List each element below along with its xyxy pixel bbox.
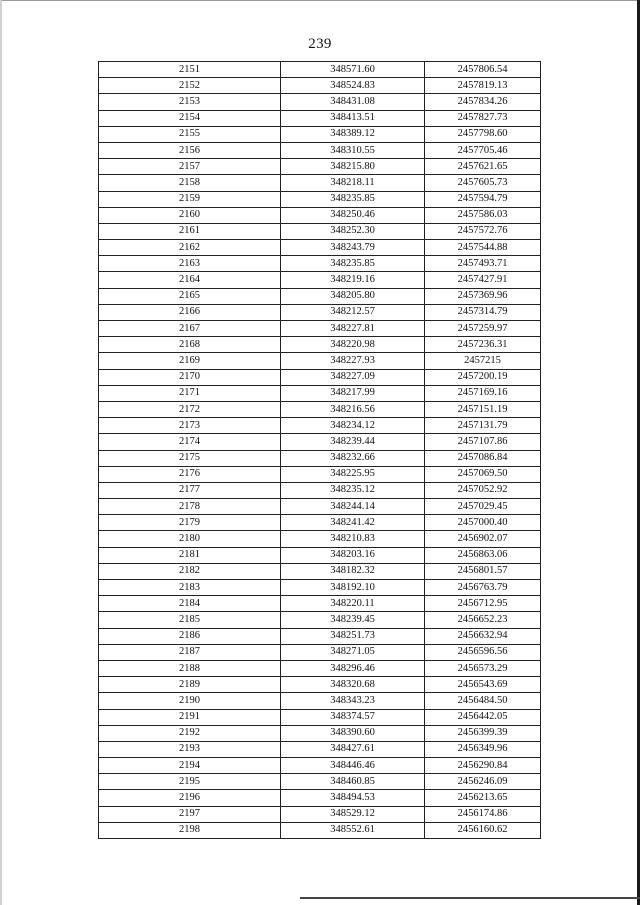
- table-row: [99, 272, 541, 288]
- table-row: [99, 353, 541, 369]
- y-coordinate-cell: 2457029.45: [425, 499, 541, 515]
- x-coordinate-cell: 348552.61: [281, 822, 425, 838]
- y-coordinate-cell: 2457314.79: [425, 304, 541, 320]
- table-row: [99, 385, 541, 401]
- table-row: [99, 822, 541, 838]
- point-number-cell: 2179: [99, 515, 281, 531]
- x-coordinate-cell: 348271.05: [281, 644, 425, 660]
- y-coordinate-cell: 2456863.06: [425, 547, 541, 563]
- point-number-cell: 2158: [99, 175, 281, 191]
- table-row: [99, 191, 541, 207]
- table-row: [99, 401, 541, 417]
- y-coordinate-cell: 2457705.46: [425, 142, 541, 158]
- x-coordinate-cell: 348220.98: [281, 337, 425, 353]
- y-coordinate-cell: 2457259.97: [425, 321, 541, 337]
- point-number-cell: 2157: [99, 159, 281, 175]
- y-coordinate-cell: 2457215: [425, 353, 541, 369]
- point-number-cell: 2163: [99, 256, 281, 272]
- y-coordinate-cell: 2456801.57: [425, 563, 541, 579]
- point-number-cell: 2172: [99, 401, 281, 417]
- y-coordinate-cell: 2457544.88: [425, 240, 541, 256]
- y-coordinate-cell: 2456399.39: [425, 725, 541, 741]
- point-number-cell: 2153: [99, 94, 281, 110]
- table-row: [99, 62, 541, 78]
- y-coordinate-cell: 2456543.69: [425, 677, 541, 693]
- point-number-cell: 2162: [99, 240, 281, 256]
- table-row: [99, 482, 541, 498]
- table-row: [99, 644, 541, 660]
- table-row: [99, 304, 541, 320]
- point-number-cell: 2177: [99, 482, 281, 498]
- page-number: 239: [308, 36, 332, 52]
- y-coordinate-cell: 2457586.03: [425, 207, 541, 223]
- point-number-cell: 2164: [99, 272, 281, 288]
- table-row: [99, 466, 541, 482]
- y-coordinate-cell: 2456902.07: [425, 531, 541, 547]
- table-row: [99, 142, 541, 158]
- x-coordinate-cell: 348205.80: [281, 288, 425, 304]
- x-coordinate-cell: 348227.81: [281, 321, 425, 337]
- x-coordinate-cell: 348389.12: [281, 126, 425, 142]
- y-coordinate-cell: 2456484.50: [425, 693, 541, 709]
- table-row: [99, 434, 541, 450]
- x-coordinate-cell: 348239.44: [281, 434, 425, 450]
- table-row: [99, 596, 541, 612]
- point-number-cell: 2180: [99, 531, 281, 547]
- y-coordinate-cell: 2457169.16: [425, 385, 541, 401]
- x-coordinate-cell: 348494.53: [281, 790, 425, 806]
- y-coordinate-cell: 2456712.95: [425, 596, 541, 612]
- point-number-cell: 2169: [99, 353, 281, 369]
- y-coordinate-cell: 2457493.71: [425, 256, 541, 272]
- x-coordinate-cell: 348431.08: [281, 94, 425, 110]
- table-row: [99, 175, 541, 191]
- x-coordinate-cell: 348239.45: [281, 612, 425, 628]
- y-coordinate-cell: 2456174.86: [425, 806, 541, 822]
- table-row: [99, 580, 541, 596]
- table-row: [99, 612, 541, 628]
- y-coordinate-cell: 2456442.05: [425, 709, 541, 725]
- point-number-cell: 2161: [99, 223, 281, 239]
- point-number-cell: 2167: [99, 321, 281, 337]
- x-coordinate-cell: 348212.57: [281, 304, 425, 320]
- table-row: [99, 159, 541, 175]
- table-row: [99, 288, 541, 304]
- x-coordinate-cell: 348203.16: [281, 547, 425, 563]
- point-number-cell: 2173: [99, 418, 281, 434]
- table-row: [99, 418, 541, 434]
- x-coordinate-cell: 348374.57: [281, 709, 425, 725]
- table-row: [99, 223, 541, 239]
- point-number-cell: 2192: [99, 725, 281, 741]
- point-number-cell: 2174: [99, 434, 281, 450]
- y-coordinate-cell: 2457427.91: [425, 272, 541, 288]
- table-row: [99, 126, 541, 142]
- point-number-cell: 2175: [99, 450, 281, 466]
- y-coordinate-cell: 2456763.79: [425, 580, 541, 596]
- y-coordinate-cell: 2457052.92: [425, 482, 541, 498]
- y-coordinate-cell: 2457236.31: [425, 337, 541, 353]
- y-coordinate-cell: 2456652.23: [425, 612, 541, 628]
- x-coordinate-cell: 348250.46: [281, 207, 425, 223]
- point-number-cell: 2168: [99, 337, 281, 353]
- point-number-cell: 2171: [99, 385, 281, 401]
- y-coordinate-cell: 2457151.19: [425, 401, 541, 417]
- table-row: [99, 369, 541, 385]
- point-number-cell: 2189: [99, 677, 281, 693]
- y-coordinate-cell: 2457069.50: [425, 466, 541, 482]
- table-row: [99, 531, 541, 547]
- point-number-cell: 2176: [99, 466, 281, 482]
- coordinates-table-body: [99, 62, 541, 839]
- table-row: [99, 499, 541, 515]
- y-coordinate-cell: 2456246.09: [425, 774, 541, 790]
- point-number-cell: 2197: [99, 806, 281, 822]
- y-coordinate-cell: 2457798.60: [425, 126, 541, 142]
- point-number-cell: 2194: [99, 758, 281, 774]
- y-coordinate-cell: 2457594.79: [425, 191, 541, 207]
- x-coordinate-cell: 348252.30: [281, 223, 425, 239]
- coordinates-table: [98, 61, 541, 839]
- x-coordinate-cell: 348241.42: [281, 515, 425, 531]
- y-coordinate-cell: 2457200.19: [425, 369, 541, 385]
- y-coordinate-cell: 2457834.26: [425, 94, 541, 110]
- x-coordinate-cell: 348529.12: [281, 806, 425, 822]
- point-number-cell: 2154: [99, 110, 281, 126]
- table-row: [99, 725, 541, 741]
- y-coordinate-cell: 2457621.65: [425, 159, 541, 175]
- point-number-cell: 2187: [99, 644, 281, 660]
- x-coordinate-cell: 348244.14: [281, 499, 425, 515]
- x-coordinate-cell: 348524.83: [281, 78, 425, 94]
- x-coordinate-cell: 348320.68: [281, 677, 425, 693]
- point-number-cell: 2198: [99, 822, 281, 838]
- scan-edge-bottom: [300, 897, 640, 899]
- y-coordinate-cell: 2456160.62: [425, 822, 541, 838]
- table-row: [99, 790, 541, 806]
- table-row: [99, 758, 541, 774]
- table-row: [99, 709, 541, 725]
- table-row: [99, 806, 541, 822]
- x-coordinate-cell: 348243.79: [281, 240, 425, 256]
- table-row: [99, 547, 541, 563]
- x-coordinate-cell: 348310.55: [281, 142, 425, 158]
- y-coordinate-cell: 2457819.13: [425, 78, 541, 94]
- y-coordinate-cell: 2456213.65: [425, 790, 541, 806]
- y-coordinate-cell: 2457107.86: [425, 434, 541, 450]
- point-number-cell: 2186: [99, 628, 281, 644]
- table-row: [99, 240, 541, 256]
- x-coordinate-cell: 348251.73: [281, 628, 425, 644]
- x-coordinate-cell: 348219.16: [281, 272, 425, 288]
- point-number-cell: 2166: [99, 304, 281, 320]
- point-number-cell: 2184: [99, 596, 281, 612]
- point-number-cell: 2183: [99, 580, 281, 596]
- point-number-cell: 2190: [99, 693, 281, 709]
- x-coordinate-cell: 348227.09: [281, 369, 425, 385]
- x-coordinate-cell: 348215.80: [281, 159, 425, 175]
- y-coordinate-cell: 2456632.94: [425, 628, 541, 644]
- x-coordinate-cell: 348192.10: [281, 580, 425, 596]
- x-coordinate-cell: 348232.66: [281, 450, 425, 466]
- x-coordinate-cell: 348446.46: [281, 758, 425, 774]
- point-number-cell: 2152: [99, 78, 281, 94]
- x-coordinate-cell: 348460.85: [281, 774, 425, 790]
- table-row: [99, 94, 541, 110]
- x-coordinate-cell: 348210.83: [281, 531, 425, 547]
- point-number-cell: 2185: [99, 612, 281, 628]
- table-row: [99, 774, 541, 790]
- x-coordinate-cell: 348343.23: [281, 693, 425, 709]
- x-coordinate-cell: 348217.99: [281, 385, 425, 401]
- point-number-cell: 2188: [99, 660, 281, 676]
- x-coordinate-cell: 348571.60: [281, 62, 425, 78]
- point-number-cell: 2178: [99, 499, 281, 515]
- y-coordinate-cell: 2457131.79: [425, 418, 541, 434]
- x-coordinate-cell: 348218.11: [281, 175, 425, 191]
- x-coordinate-cell: 348235.12: [281, 482, 425, 498]
- table-row: [99, 256, 541, 272]
- table-row: [99, 321, 541, 337]
- scan-edge-left: [0, 0, 2, 905]
- x-coordinate-cell: 348225.95: [281, 466, 425, 482]
- x-coordinate-cell: 348413.51: [281, 110, 425, 126]
- point-number-cell: 2191: [99, 709, 281, 725]
- y-coordinate-cell: 2456349.96: [425, 741, 541, 757]
- table-row: [99, 628, 541, 644]
- point-number-cell: 2182: [99, 563, 281, 579]
- table-row: [99, 450, 541, 466]
- x-coordinate-cell: 348220.11: [281, 596, 425, 612]
- x-coordinate-cell: 348235.85: [281, 191, 425, 207]
- table-row: [99, 207, 541, 223]
- y-coordinate-cell: 2457806.54: [425, 62, 541, 78]
- scan-edge-top: [0, 0, 640, 1]
- point-number-cell: 2181: [99, 547, 281, 563]
- x-coordinate-cell: 348227.93: [281, 353, 425, 369]
- point-number-cell: 2195: [99, 774, 281, 790]
- point-number-cell: 2193: [99, 741, 281, 757]
- point-number-cell: 2159: [99, 191, 281, 207]
- x-coordinate-cell: 348182.32: [281, 563, 425, 579]
- table-row: [99, 78, 541, 94]
- point-number-cell: 2196: [99, 790, 281, 806]
- x-coordinate-cell: 348216.56: [281, 401, 425, 417]
- x-coordinate-cell: 348234.12: [281, 418, 425, 434]
- x-coordinate-cell: 348235.85: [281, 256, 425, 272]
- table-row: [99, 660, 541, 676]
- point-number-cell: 2155: [99, 126, 281, 142]
- y-coordinate-cell: 2457605.73: [425, 175, 541, 191]
- point-number-cell: 2160: [99, 207, 281, 223]
- y-coordinate-cell: 2456596.56: [425, 644, 541, 660]
- y-coordinate-cell: 2457827.73: [425, 110, 541, 126]
- y-coordinate-cell: 2457369.96: [425, 288, 541, 304]
- table-row: [99, 693, 541, 709]
- y-coordinate-cell: 2456290.84: [425, 758, 541, 774]
- y-coordinate-cell: 2457572.76: [425, 223, 541, 239]
- table-row: [99, 677, 541, 693]
- y-coordinate-cell: 2456573.29: [425, 660, 541, 676]
- point-number-cell: 2170: [99, 369, 281, 385]
- x-coordinate-cell: 348427.61: [281, 741, 425, 757]
- y-coordinate-cell: 2457086.84: [425, 450, 541, 466]
- point-number-cell: 2151: [99, 62, 281, 78]
- table-row: [99, 515, 541, 531]
- table-row: [99, 563, 541, 579]
- y-coordinate-cell: 2457000.40: [425, 515, 541, 531]
- table-row: [99, 110, 541, 126]
- table-row: [99, 337, 541, 353]
- x-coordinate-cell: 348390.60: [281, 725, 425, 741]
- point-number-cell: 2156: [99, 142, 281, 158]
- point-number-cell: 2165: [99, 288, 281, 304]
- table-row: [99, 741, 541, 757]
- x-coordinate-cell: 348296.46: [281, 660, 425, 676]
